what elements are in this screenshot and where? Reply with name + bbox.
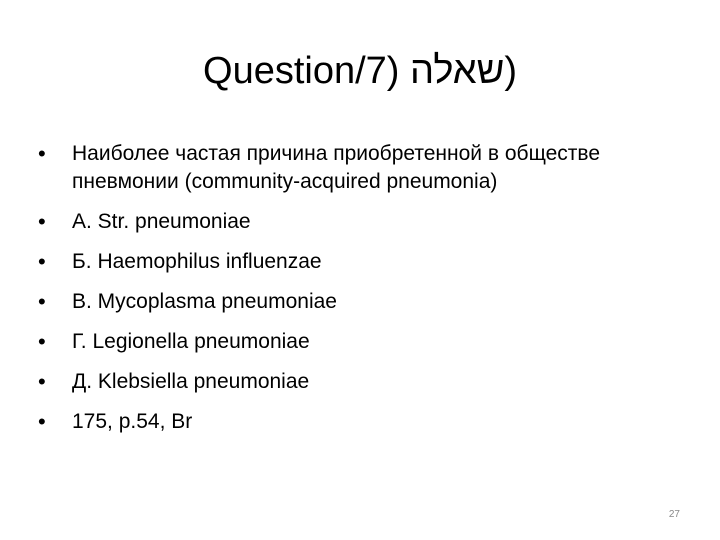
answer-option-b	[36, 248, 646, 276]
bullet-icon: •	[38, 289, 46, 314]
answer-option-c	[36, 288, 646, 316]
answer-option-label: В. Mycoplasma pneumoniae	[72, 290, 337, 313]
bullet-icon: •	[38, 369, 46, 394]
bullet-icon: •	[38, 209, 46, 234]
slide-title: Question/7) שאלה)	[203, 50, 517, 92]
answer-option-label: Б. Haemophilus influenzae	[72, 250, 322, 273]
answer-option-label: A. Str. pneumoniae	[72, 210, 251, 233]
bullet-icon: •	[38, 329, 46, 354]
answer-option-label: Д. Klebsiella pneumoniae	[72, 370, 310, 393]
bullet-icon: •	[38, 409, 46, 434]
reference-label: 175, p.54, Br	[72, 410, 193, 433]
answer-option-label: Г. Legionella pneumoniae	[72, 330, 310, 353]
reference-text	[36, 408, 646, 436]
answer-option-e	[36, 368, 646, 396]
bullet-icon: •	[38, 249, 46, 274]
bullet-list	[36, 140, 646, 448]
bullet-icon: •	[38, 141, 46, 166]
question-label: Наиболее частая причина приобретенной в обществе пневмонии (community-acquired pneumonia)	[72, 142, 601, 193]
answer-option-d	[36, 328, 646, 356]
question-text	[36, 140, 646, 196]
page-number: 27	[668, 509, 680, 520]
answer-option-a	[36, 208, 646, 236]
